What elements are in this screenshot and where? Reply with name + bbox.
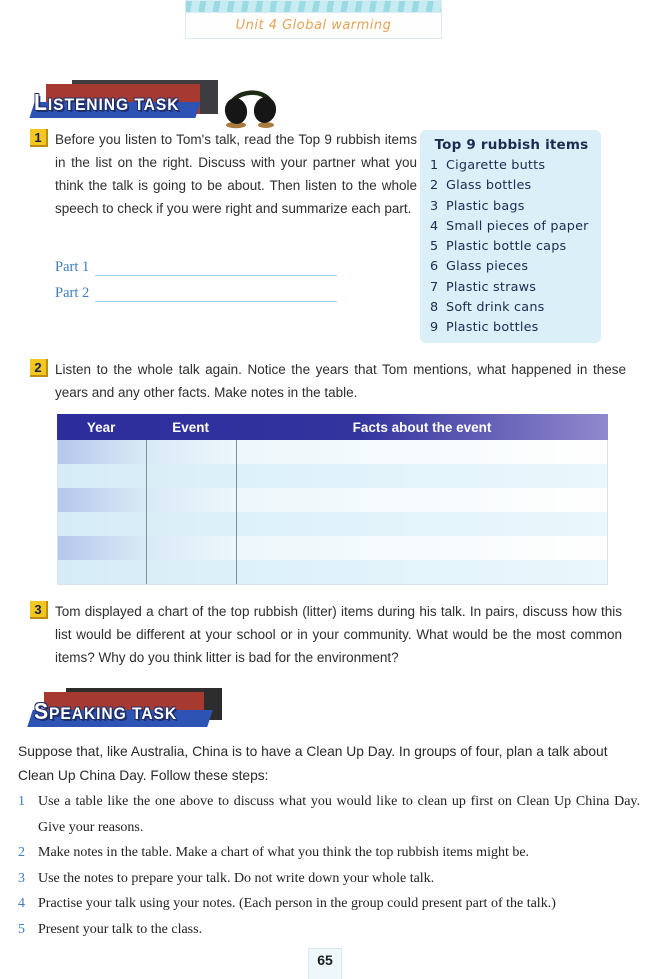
list-item: 3 Plastic bags [430, 198, 525, 214]
table-row [58, 512, 607, 536]
part-1-row [55, 250, 337, 276]
list-item: 6 Glass pieces [430, 259, 529, 275]
speaking-task-banner [30, 688, 220, 732]
unit-title: Unit 4 Global warming [235, 18, 392, 33]
part-2-row [55, 276, 337, 302]
table-row [58, 464, 607, 488]
list-item: 2 Make notes in the table. Make a chart of what you think the top rubbish items might be. [18, 845, 530, 860]
list-item: 5 Plastic bottle caps [430, 239, 567, 255]
exercise-1 [30, 128, 417, 220]
speaking-steps-list [18, 789, 640, 942]
list-item: 3 Use the notes to prepare your talk. Do not write down your whole talk. [18, 870, 435, 886]
exercise-1-number-badge: 1 [30, 129, 48, 147]
list-item: 4 Small pieces of paper [430, 218, 589, 234]
water-texture-strip [185, 0, 442, 12]
list-item: 8 Soft drink cans [430, 300, 545, 316]
list-item: 9 Plastic bottles [430, 320, 539, 336]
table-row [58, 488, 607, 512]
table-row [58, 560, 607, 584]
unit-title-box [185, 12, 442, 39]
page-number: 65 [308, 948, 342, 979]
exercise-2-text: Listen to the whole talk again. Notice the years that Tom mentions, what happened in these years and any other facts. Make notes in the table. [55, 362, 626, 400]
part-2-label: Part 2 [55, 285, 90, 301]
list-item: 7 Plastic straws [430, 279, 537, 295]
top9-title: Top 9 rubbish items [434, 137, 589, 153]
part-2-blank-line [95, 284, 337, 302]
table-header-row [57, 414, 608, 440]
exercise-2-number-badge: 2 [30, 359, 48, 377]
column-separator [236, 440, 237, 584]
exercise-3-number-badge: 3 [30, 601, 48, 619]
top9-list [430, 156, 593, 339]
column-header-year: Year [86, 419, 116, 435]
list-item: 1 Cigarette butts [430, 158, 546, 173]
list-item: 4 Practise your talk using your notes. (Each person in the group could present part of the talk.) [18, 896, 556, 911]
column-header-facts: Facts about the event [352, 419, 492, 435]
speaking-intro-text: Suppose that, like Australia, China is to have a Clean Up Day. In groups of four, plan a talk about Clean Up China Day. Follow these steps: [18, 744, 608, 783]
unit-banner [185, 0, 442, 39]
column-separator [146, 440, 147, 584]
exercise-2 [30, 358, 626, 404]
column-header-event: Event [172, 419, 209, 435]
table-body [57, 440, 608, 585]
listening-task-title: LISTENING TASK [34, 89, 180, 115]
speaking-task-title: SPEAKING TASK [34, 698, 178, 724]
part-1-blank-line [95, 258, 337, 276]
exercise-1-text: Before you listen to Tom's talk, read the Top 9 rubbish items in the list on the right. Discuss with your partner what you think the talk is going to be about. Then listen to the whole speech to check if you were right and summarize each part. [55, 132, 417, 216]
table-row [58, 440, 607, 464]
part-1-label: Part 1 [55, 259, 90, 275]
list-item: 1 Use a table like the one above to discuss what you would like to clean up first on Clean Up China Day. Give your reasons. [18, 794, 640, 835]
exercise-3 [30, 600, 622, 669]
notes-table [57, 414, 608, 585]
table-row [58, 536, 607, 560]
listening-task-banner [30, 80, 210, 124]
part-answer-lines [55, 250, 337, 302]
list-item: 5 Present your talk to the class. [18, 921, 203, 937]
list-item: 2 Glass bottles [430, 178, 532, 194]
top9-rubbish-box [420, 130, 601, 343]
exercise-3-text: Tom displayed a chart of the top rubbish (litter) items during his talk. In pairs, discuss how this list would be different at your school or in your community. What would be the most common items? Why do you think litter is bad for the environment? [55, 604, 622, 665]
